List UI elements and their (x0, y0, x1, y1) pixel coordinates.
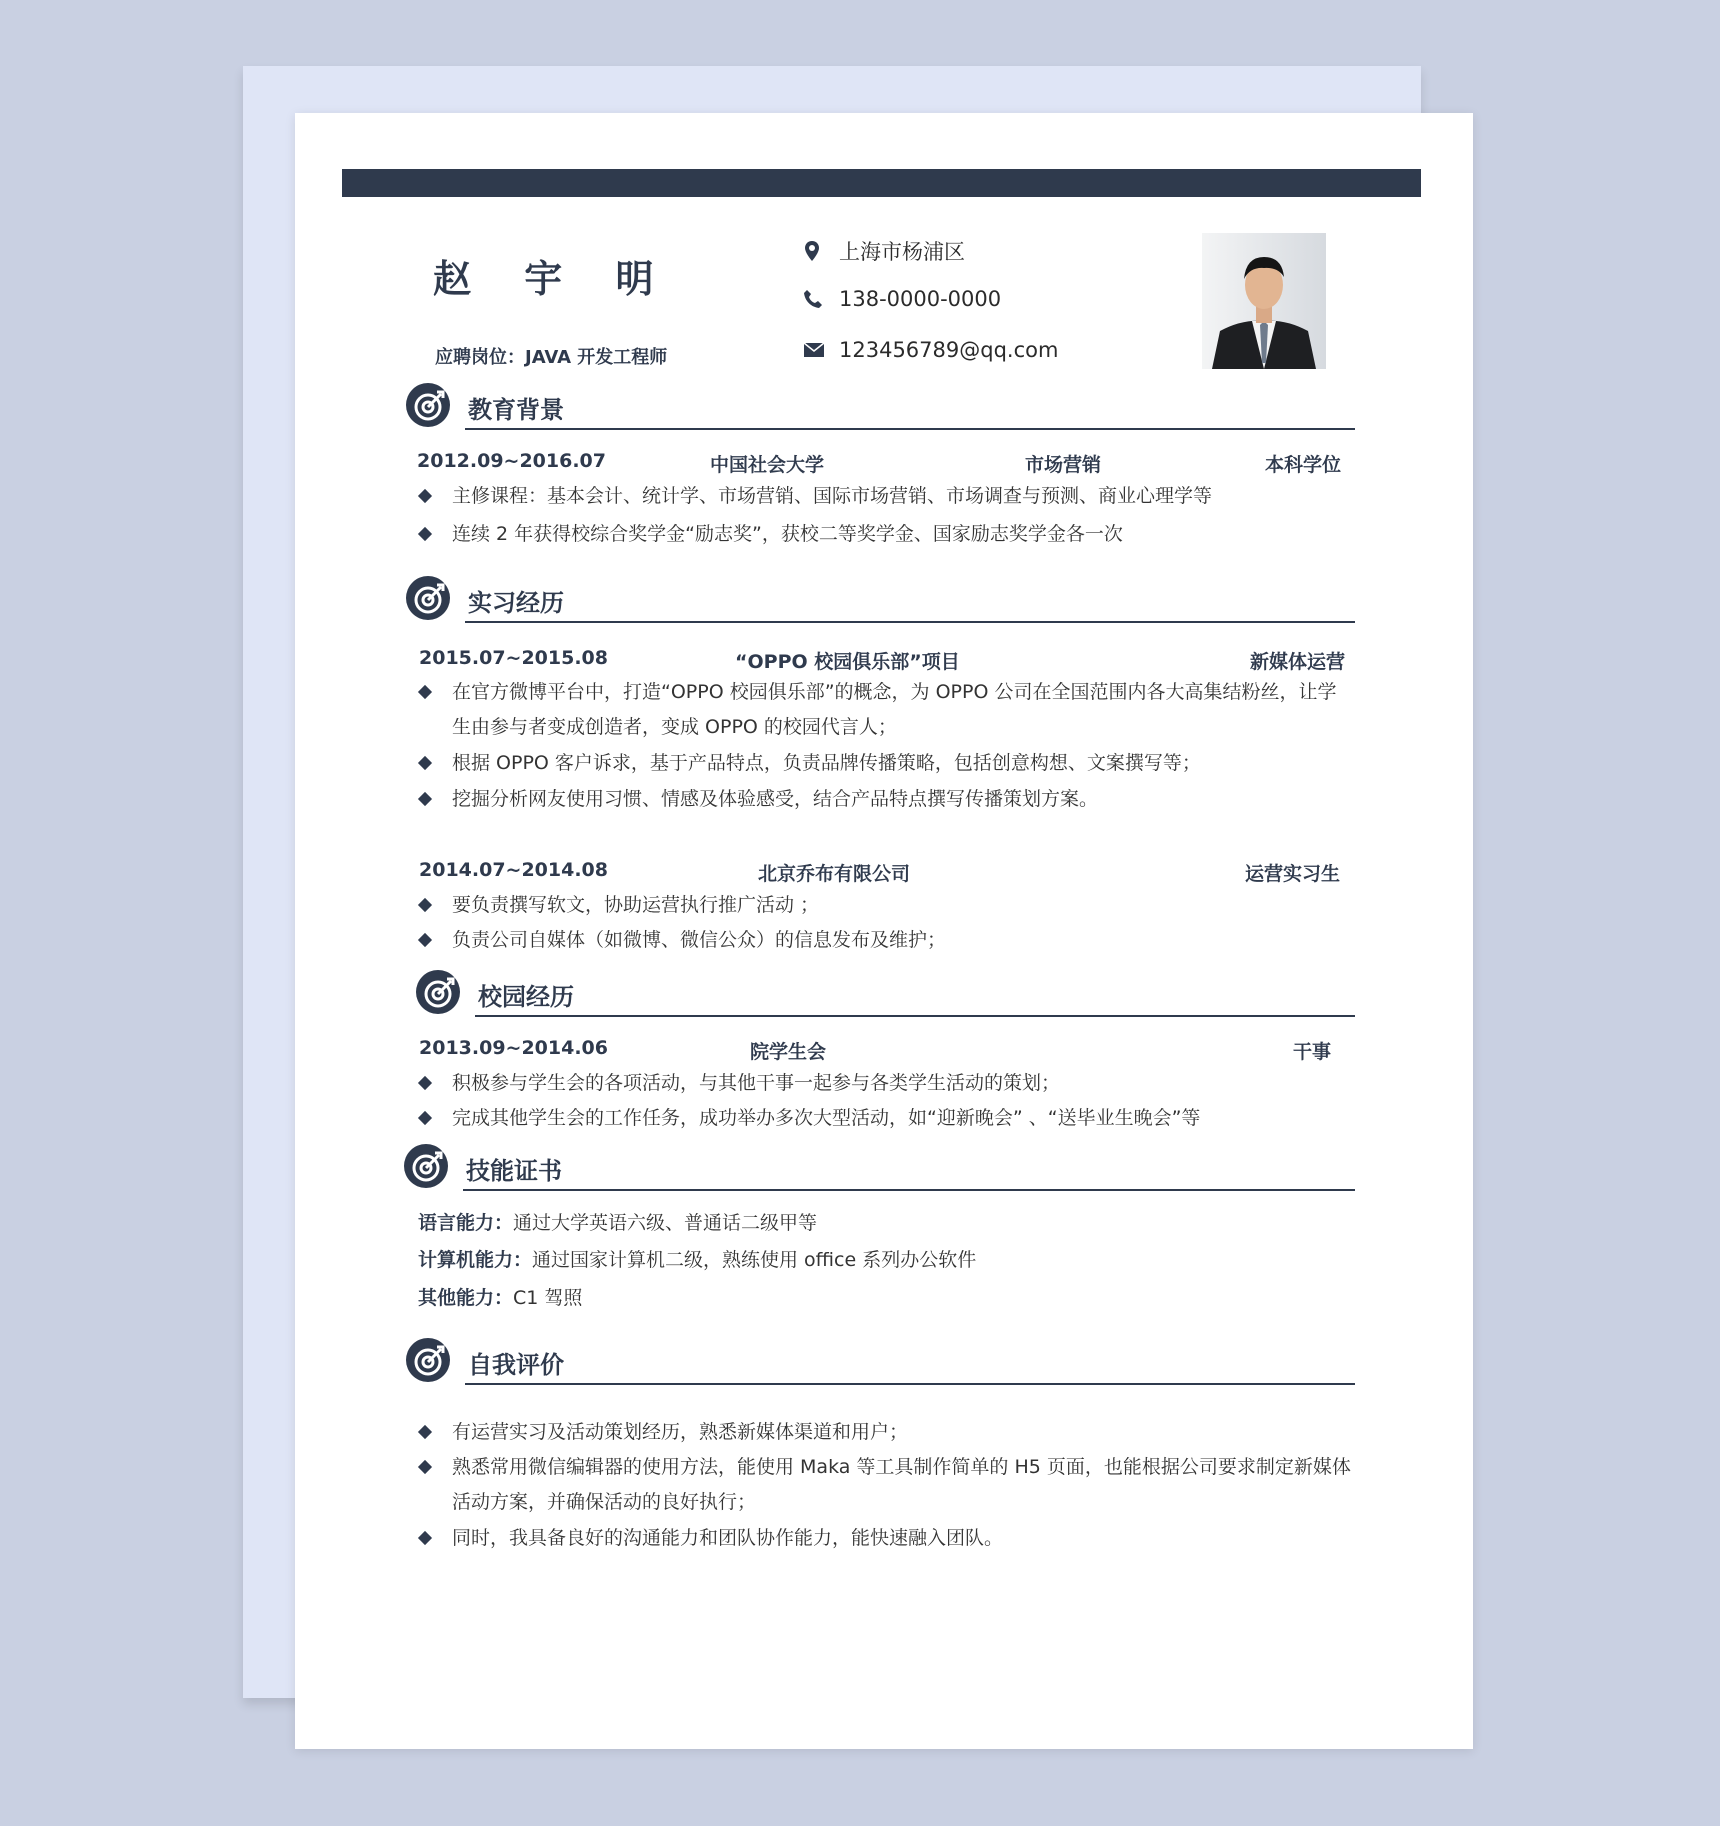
skill-line (418, 1283, 582, 1310)
edu-period: 2012.09~2016.07 (417, 450, 606, 472)
list-item: 在官方微博平台中，打造“OPPO 校园俱乐部”的概念，为 OPPO 公司在全国范围内各大高集结粉丝，让学生由参与者变成创造者，变成 OPPO 的校园代言人； (420, 675, 1340, 745)
diamond-bullet-icon (418, 1425, 432, 1439)
phone-text: 138-0000-0000 (839, 287, 1002, 311)
section-title: 技能证书 (466, 1157, 562, 1185)
header-bar (342, 169, 1421, 197)
diamond-bullet-icon (418, 756, 432, 770)
list-item: 根据 OPPO 客户诉求，基于产品特点，负责品牌传播策略，包括创意构想、文案撰写等； (420, 746, 1340, 781)
contact-phone (803, 287, 1001, 311)
skill-label: 计算机能力： (418, 1249, 533, 1271)
skill-value: 通过国家计算机二级，熟练使用 office 系列办公软件 (532, 1249, 977, 1271)
edu-degree: 本科学位 (1265, 454, 1342, 476)
edu-school: 中国社会大学 (710, 454, 825, 476)
diamond-bullet-icon (418, 898, 432, 912)
diamond-bullet-icon (418, 685, 432, 699)
list-item: 熟悉常用微信编辑器的使用方法，能使用 Maka 等工具制作简单的 H5 页面，也能根据公司要求制定新媒体活动方案，并确保活动的良好执行； (420, 1450, 1360, 1520)
section-skills (403, 1143, 1355, 1193)
campus-org: 院学生会 (750, 1041, 827, 1063)
skill-value: 通过大学英语六级、普通话二级甲等 (513, 1212, 818, 1234)
job-role: 运营实习生 (1245, 863, 1341, 885)
section-rule (465, 1383, 1355, 1385)
resume-page (295, 113, 1473, 1749)
job-company: “OPPO 校园俱乐部”项目 (735, 651, 960, 673)
section-rule (475, 1015, 1355, 1017)
list-item: 挖掘分析网友使用习惯、情感及体验感受，结合产品特点撰写传播策划方案。 (420, 782, 1340, 817)
phone-icon (803, 289, 839, 309)
diamond-bullet-icon (418, 1531, 432, 1545)
job-role: 新媒体运营 (1250, 651, 1346, 673)
section-rule (465, 428, 1355, 430)
skill-label: 语言能力： (418, 1212, 514, 1234)
list-item: 积极参与学生会的各项活动，与其他干事一起参与各类学生活动的策划； (420, 1066, 1340, 1101)
candidate-name: 赵 宇 明 (433, 257, 674, 301)
diamond-bullet-icon (418, 527, 432, 541)
mail-icon (803, 342, 839, 358)
list-item: 有运营实习及活动策划经历，熟悉新媒体渠道和用户； (420, 1415, 1360, 1450)
list-item: 连续 2 年获得校综合奖学金“励志奖”，获校二等奖学金、国家励志奖学金各一次 (420, 517, 1340, 552)
target-icon (405, 575, 451, 621)
list-item: 负责公司自媒体（如微博、微信公众）的信息发布及维护； (420, 923, 1340, 958)
section-rule (463, 1189, 1355, 1191)
section-education (405, 382, 1355, 432)
section-title: 校园经历 (478, 983, 574, 1011)
diamond-bullet-icon (418, 933, 432, 947)
email-text: 123456789@qq.com (839, 338, 1059, 362)
diamond-bullet-icon (418, 489, 432, 503)
target-icon (405, 1337, 451, 1383)
job-company: 北京乔布有限公司 (758, 863, 911, 885)
target-icon (403, 1143, 449, 1189)
diamond-bullet-icon (418, 1076, 432, 1090)
job-period: 2015.07~2015.08 (419, 647, 608, 669)
section-rule (465, 621, 1355, 623)
list-item: 完成其他学生会的工作任务，成功举办多次大型活动，如“迎新晚会” 、“送毕业生晚会”等 (420, 1101, 1340, 1136)
campus-role: 干事 (1293, 1041, 1332, 1063)
campus-period: 2013.09~2014.06 (419, 1037, 608, 1059)
diamond-bullet-icon (418, 1111, 432, 1125)
job-title: 应聘岗位：JAVA 开发工程师 (435, 347, 668, 368)
skill-label: 其他能力： (418, 1287, 514, 1309)
profile-photo (1202, 233, 1326, 369)
skill-value: C1 驾照 (513, 1287, 583, 1309)
job-period: 2014.07~2014.08 (419, 859, 608, 881)
list-item: 主修课程：基本会计、统计学、市场营销、国际市场营销、市场调查与预测、商业心理学等 (420, 479, 1340, 514)
edu-major: 市场营销 (1025, 454, 1102, 476)
diamond-bullet-icon (418, 792, 432, 806)
list-item: 同时，我具备良好的沟通能力和团队协作能力，能快速融入团队。 (420, 1521, 1360, 1556)
target-icon (415, 969, 461, 1015)
location-text: 上海市杨浦区 (839, 240, 965, 264)
section-title: 实习经历 (468, 589, 564, 617)
section-title: 教育背景 (468, 396, 564, 424)
location-icon (803, 240, 839, 262)
section-internship (405, 575, 1355, 625)
contact-email (803, 338, 1058, 362)
list-item: 要负责撰写软文，协助运营执行推广活动 ； (420, 888, 1340, 923)
skill-line (418, 1208, 817, 1235)
skill-line (418, 1245, 976, 1272)
section-title: 自我评价 (468, 1351, 564, 1379)
section-self-eval (405, 1337, 1355, 1387)
target-icon (405, 382, 451, 428)
contact-location (803, 236, 965, 266)
section-campus (415, 969, 1355, 1019)
diamond-bullet-icon (418, 1460, 432, 1474)
